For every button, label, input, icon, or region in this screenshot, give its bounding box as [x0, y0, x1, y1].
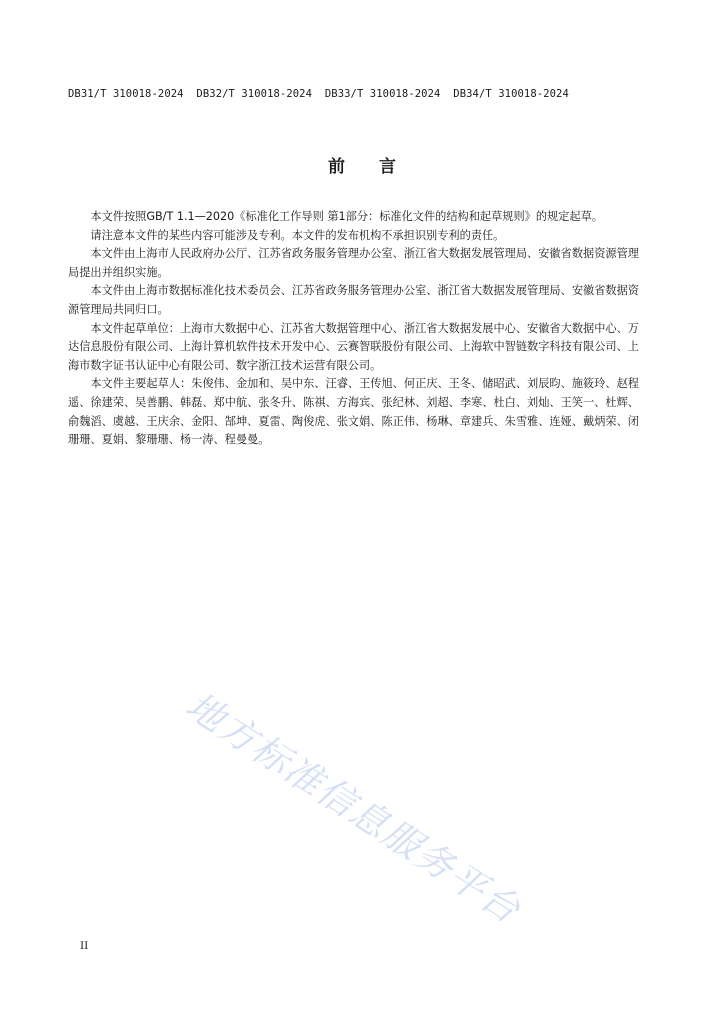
paragraph-drafters: 本文件主要起草人：朱俊伟、金加和、吴中东、汪睿、王传旭、何正庆、王冬、储昭武、刘辰昀、施筱玲、赵程遥、徐建荣、吴善鹏、韩磊、郑中航、张冬升、陈祺、方海宾、张纪林、刘超、李寒、杜白、刘灿、王笑一、杜辉、俞魏滔、虞越、王庆余、金阳、郜坤、夏雷、陶俊虎、张文娟、陈正伟、杨琳、章建兵、朱雪雅、连娅、戴炳荣、闭珊珊、夏娟、黎珊珊、杨一涛、程曼曼。 — [68, 377, 639, 447]
page-title — [0, 152, 724, 177]
paragraph-proposer: 本文件由上海市人民政府办公厅、江苏省政务服务管理办公室、浙江省大数据发展管理局、安徽省数据资源管理局提出并组织实施。 — [68, 247, 639, 279]
watermark: 地方标准信息服务平台 — [178, 683, 529, 933]
paragraph-patent-notice: 请注意本文件的某些内容可能涉及专利。本文件的发布机构不承担识别专利的责任。 — [90, 228, 505, 242]
paragraph-centralized-by: 本文件由上海市数据标准化技术委员会、江苏省政务服务管理办公室、浙江省大数据发展管理局、安徽省数据资源管理局共同归口。 — [68, 284, 639, 316]
standard-codes-header: DB31/T 310018-2024 DB32/T 310018-2024 DB33/T 310018-2024 DB34/T 310018-2024 — [68, 88, 569, 100]
title-text: 前言 — [328, 157, 430, 177]
page-number: II — [80, 940, 89, 952]
paragraph-drafting-units: 本文件起草单位：上海市大数据中心、江苏省大数据管理中心、浙江省大数据发展中心、安徽省大数据中心、万达信息股份有限公司、上海计算机软件技术开发中心、云赛智联股份有限公司、上海软中智链数字科技有限公司、上海市数字证书认证中心有限公司、数字浙江技术运营有限公司。 — [68, 321, 639, 372]
paragraph-drafting-rules: 本文件按照GB/T 1.1—2020《标准化工作导则 第1部分：标准化文件的结构和起草规则》的规定起草。 — [90, 210, 603, 223]
foreword-body — [68, 208, 639, 450]
